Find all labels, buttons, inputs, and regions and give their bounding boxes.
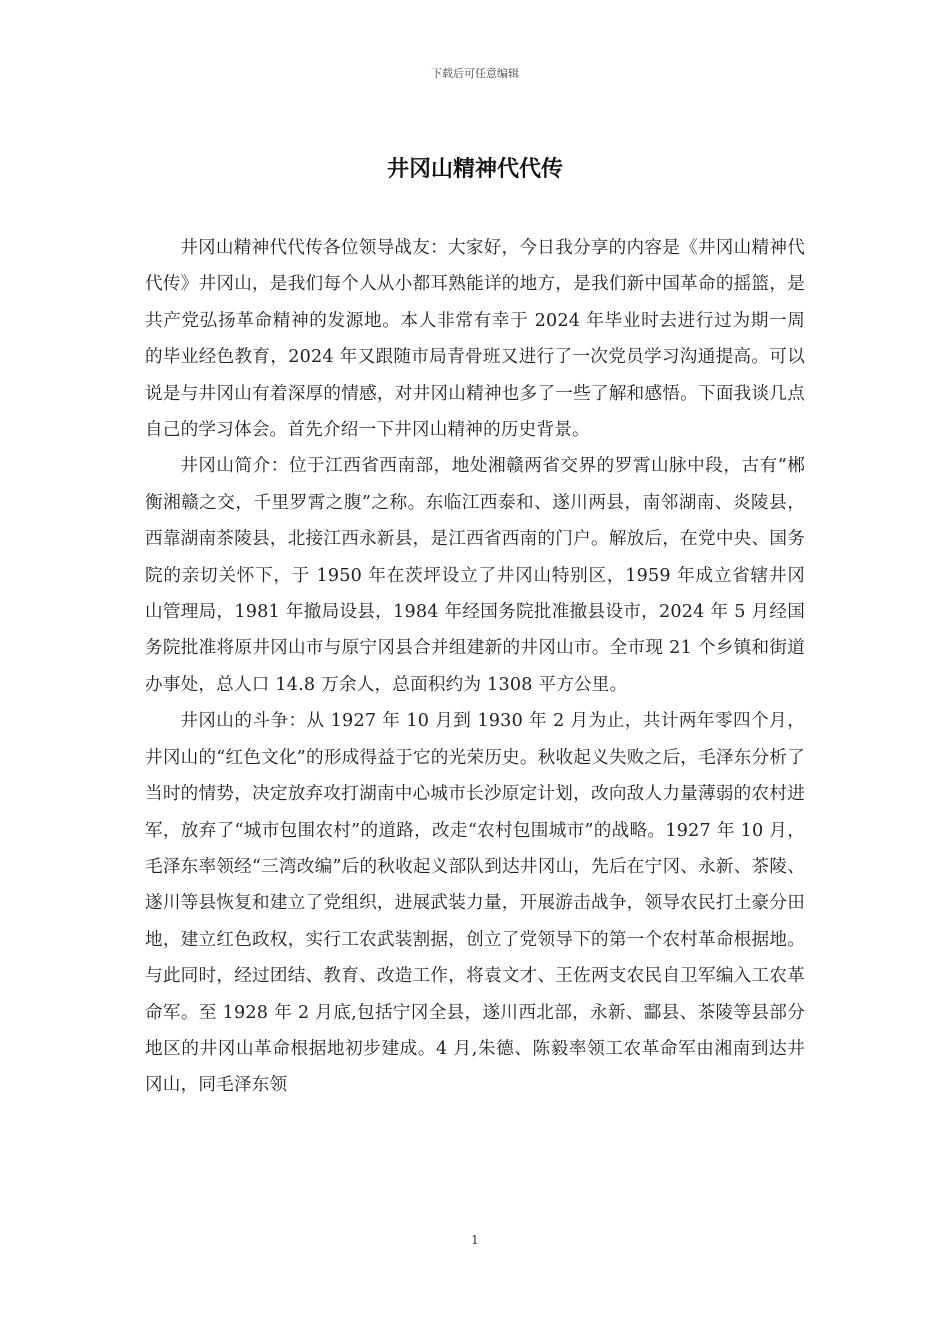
- page-header-note: 下载后可任意编辑: [431, 67, 519, 80]
- paragraph-introduction: 井冈山精神代代传各位领导战友：大家好，今日我分享的内容是《井冈山精神代代传》井冈山，是我们每个人从小都耳熟能详的地方，是我们新中国革命的摇篮，是共产党弘扬革命精神的发源地。本人非常有幸于 2024 年毕业时去进行过为期一周的毕业经色教育，2024 年又跟随市局青骨班又进行了一次党员学习沟通提高。可以说是与井冈山有着深厚的情感，对井冈山精神也多了一些了解和感悟。下面我谈几点自己的学习体会。首先介绍一下井冈山精神的历史背景。: [145, 238, 805, 441]
- page-number: 1: [471, 1233, 479, 1247]
- document-title: 井冈山精神代代传: [386, 157, 563, 182]
- paragraph-jinggangshan-struggle: 井冈山的斗争：从 1927 年 10 月到 1930 年 2 月为止，共计两年零四个月，井冈山的“红色文化”的形成得益于它的光荣历史。秋收起义失败之后，毛泽东分析了当时的情势，决定放弃攻打湖南中心城市长沙原定计划，改向敌人力量薄弱的农村进军，放弃了“城市包围农村”的道路，改走“农村包围城市”的战略。1927 年 10 月，毛泽东率领经“三湾改编”后的秋收起义部队到达井冈山，先后在宁冈、永新、茶陵、遂川等县恢复和建立了党组织，进展武装力量，开展游击战争，领导农民打土豪分田地，建立红色政权，实行工农武装割据，创立了党领导下的第一个农村革命根据地。与此同时，经过团结、教育、改造工作，将袁文才、王佐两支农民自卫军编入工农革命军。至 1928 年 2 月底,包括宁冈全县，遂川西北部，永新、酃县、茶陵等县部分地区的井冈山革命根据地初步建成。4 月,朱德、陈毅率领工农革命军由湘南到达井冈山，同毛泽东领: [145, 711, 805, 1096]
- paragraph-jinggangshan-profile: 井冈山简介：位于江西省西南部，地处湘赣两省交界的罗霄山脉中段，古有“郴衡湘赣之交，千里罗霄之腹”之称。东临江西泰和、遂川两县，南邻湖南、炎陵县，西靠湖南茶陵县，北接江西永新县，是江西省西南的门户。解放后，在党中央、国务院的亲切关怀下，于 1950 年在茨坪设立了井冈山特别区，1959 年成立省辖井冈山管理局，1981 年撤局设县，1984 年经国务院批准撤县设市，2024 年 5 月经国务院批准将原井冈山市与原宁冈县合并组建新的井冈山市。全市现 21 个乡镇和街道办事处，总人口 14.8 万余人，总面积约为 1308 平方公里。: [145, 456, 805, 695]
- document-body: [145, 230, 805, 1104]
